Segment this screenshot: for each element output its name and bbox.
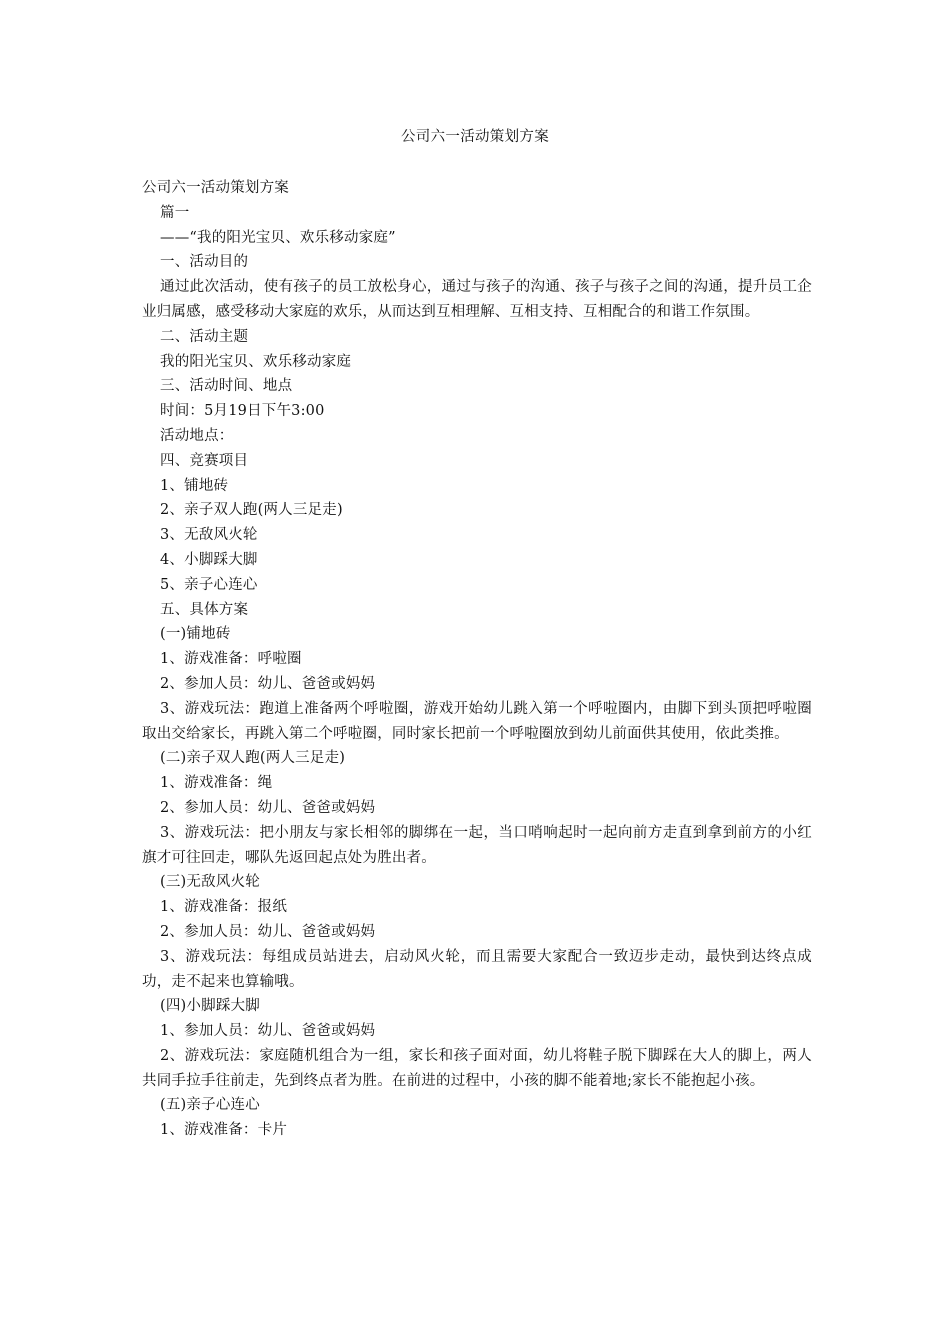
plan-rules: 3、游戏玩法：每组成员站进去，启动风火轮，而且需要大家配合一致迈步走动，最快到达终点成功，走不起来也算输哦。: [142, 948, 812, 990]
theme-line: ——“我的阳光宝贝、欢乐移动家庭”: [160, 229, 396, 246]
section-heading-events: 四、竞赛项目: [160, 452, 249, 469]
plan-rules: 2、游戏玩法：家庭随机组合为一组，家长和孩子面对面，幼儿将鞋子脱下脚踩在大人的脚上，两人共同手拉手往前走，先到终点者为胜。在前进的过程中，小孩的脚不能着地;家长不能抱起小孩。: [142, 1047, 812, 1089]
plan-rules: 3、游戏玩法：把小朋友与家长相邻的脚绑在一起，当口哨响起时一起向前方走直到拿到前方的小红旗才可往回走，哪队先返回起点处为胜出者。: [142, 824, 812, 866]
section-heading-time-place: 三、活动时间、地点: [160, 378, 293, 395]
plan-prep: 1、游戏准备：卡片: [160, 1122, 288, 1139]
plan-prep: 1、游戏准备：呼啦圈: [160, 651, 302, 668]
event-list-item: 4、小脚踩大脚: [160, 551, 258, 568]
plan-heading: (一)铺地砖: [160, 626, 231, 643]
event-list-item: 3、无敌风火轮: [160, 527, 258, 544]
plan-heading: (五)亲子心连心: [160, 1097, 260, 1114]
section-text-purpose: 通过此次活动，使有孩子的员工放松身心，通过与孩子的沟通、孩子与孩子之间的沟通，提升员工企业归属感，感受移动大家庭的欢乐，从而达到互相理解、互相支持、互相配合的和谐工作氛围。: [142, 279, 812, 320]
event-list-item: 5、亲子心连心: [160, 576, 258, 593]
part-label: 篇一: [160, 204, 190, 221]
event-place: 活动地点：: [160, 427, 234, 444]
event-list-item: 2、亲子双人跑(两人三足走): [160, 502, 343, 519]
plan-people: 2、参加人员：幼儿、爸爸或妈妈: [160, 675, 376, 692]
plan-heading: (三)无敌风火轮: [160, 874, 260, 891]
event-list-item: 1、铺地砖: [160, 477, 229, 494]
plan-people: 1、参加人员：幼儿、爸爸或妈妈: [160, 1023, 376, 1040]
subtitle: 公司六一活动策划方案: [142, 180, 289, 196]
section-heading-purpose: 一、活动目的: [160, 254, 249, 271]
section-text-theme: 我的阳光宝贝、欢乐移动家庭: [160, 353, 352, 370]
plan-prep: 1、游戏准备：报纸: [160, 899, 288, 916]
plan-people: 2、参加人员：幼儿、爸爸或妈妈: [160, 799, 376, 816]
section-heading-plan: 五、具体方案: [160, 601, 249, 618]
event-time: 时间：5月19日下午3:00: [160, 403, 325, 420]
document-title: 公司六一活动策划方案: [401, 129, 549, 145]
document-body: [142, 176, 812, 1143]
section-heading-theme: 二、活动主题: [160, 328, 249, 345]
plan-heading: (四)小脚踩大脚: [160, 998, 260, 1015]
plan-prep: 1、游戏准备：绳: [160, 775, 273, 792]
plan-rules: 3、游戏玩法：跑道上准备两个呼啦圈，游戏开始幼儿跳入第一个呼啦圈内，由脚下到头顶把呼啦圈取出交给家长，再跳入第二个呼啦圈，同时家长把前一个呼啦圈放到幼儿前面供其使用，依此类推。: [142, 700, 812, 742]
plan-people: 2、参加人员：幼儿、爸爸或妈妈: [160, 923, 376, 940]
plan-heading: (二)亲子双人跑(两人三足走): [160, 750, 346, 767]
